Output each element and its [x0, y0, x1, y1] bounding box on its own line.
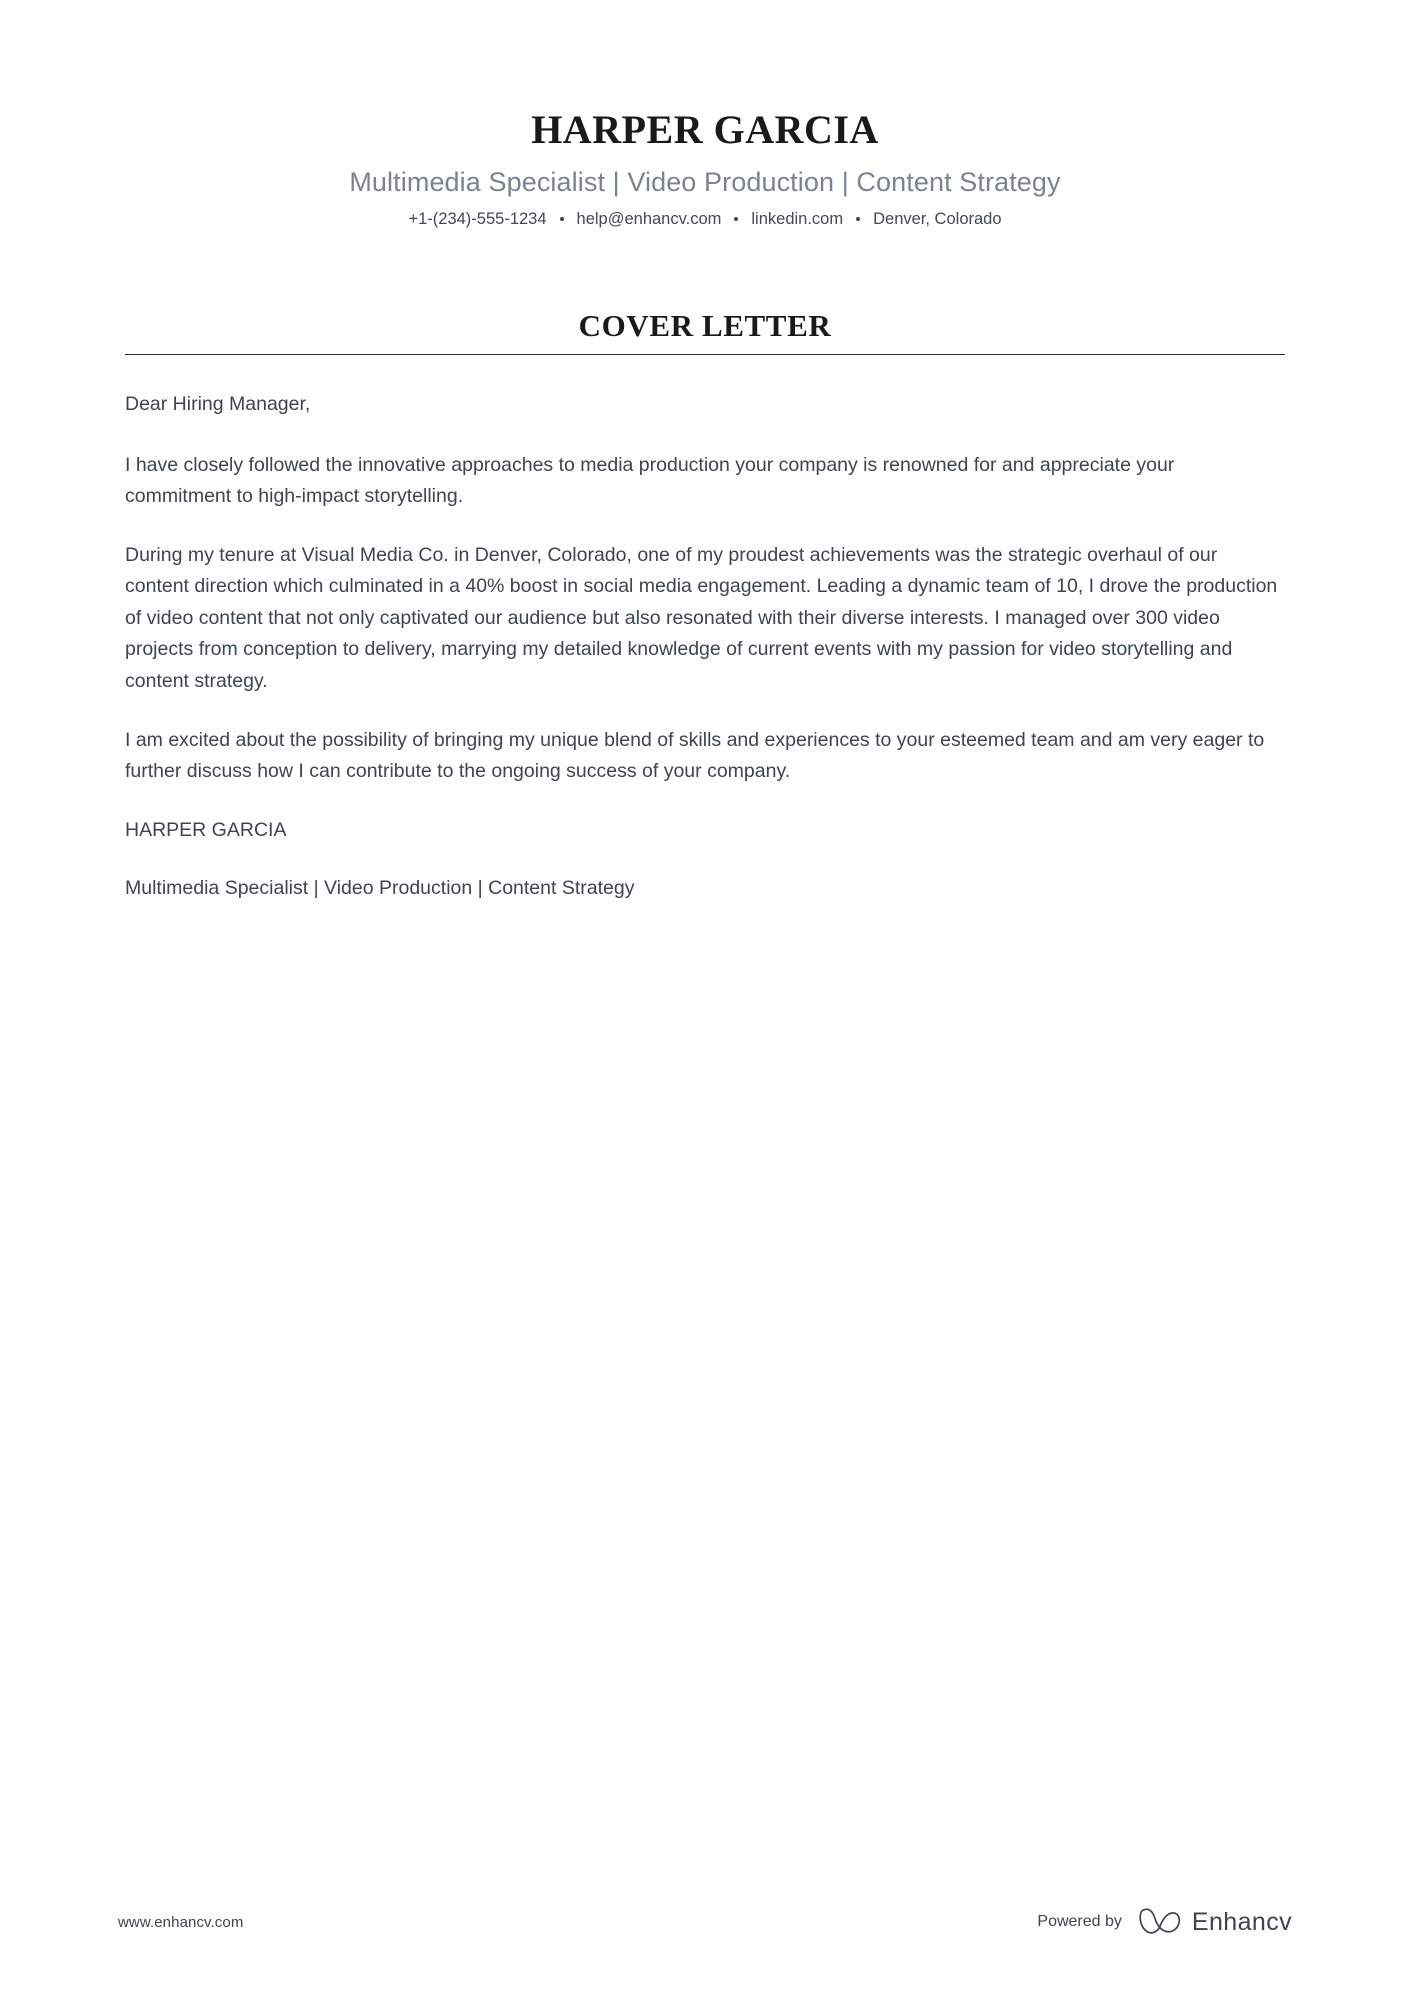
candidate-job-title: Multimedia Specialist | Video Production | Content Strategy — [349, 167, 1061, 197]
contact-linkedin[interactable]: linkedin.com — [751, 210, 844, 229]
letter-signoff-name: HARPER GARCIA — [125, 818, 287, 841]
letter-paragraph-3: I am excited about the possibility of bringing my unique blend of skills and experiences to your esteemed team and am very eager to further discuss how I can contribute to the ongoing success of your company. — [125, 728, 1265, 783]
section-title-cover-letter: COVER LETTER — [578, 307, 832, 343]
bullet-separator-icon — [734, 217, 738, 221]
contact-email[interactable]: help@enhancv.com — [576, 210, 722, 229]
letter-paragraph-1: I have closely followed the innovative approaches to media production your company is renowned for and appreciate your commitment to high-impact storytelling. — [125, 453, 1175, 508]
letter-body — [125, 355, 1285, 905]
letter-paragraph-2: During my tenure at Visual Media Co. in Denver, Colorado, one of my proudest achievements was the strategic overhaul of our content direction which culminated in a 40% boost in social media engagement. Leading a dynamic team of 10, I drove the production of video content that not only captivated our audience but also resonated with their diverse interests. I managed over 300 video projects from conception to delivery, marrying my detailed knowledge of current events with my passion for video storytelling and content strategy. — [125, 543, 1278, 692]
contact-line — [0, 209, 1410, 230]
bullet-separator-icon — [856, 217, 860, 221]
footer-website-url[interactable]: www.enhancv.com — [118, 1913, 244, 1931]
powered-by-label: Powered by — [1037, 1913, 1122, 1930]
page-footer — [0, 1907, 1410, 1937]
enhancv-brand-name: Enhancv — [1191, 1907, 1292, 1936]
enhancv-logo — [1138, 1907, 1292, 1937]
contact-phone[interactable]: +1-(234)-555-1234 — [408, 210, 547, 229]
contact-location: Denver, Colorado — [873, 210, 1002, 229]
letter-signoff-title: Multimedia Specialist | Video Production | Content Strategy — [125, 877, 635, 900]
enhancv-butterfly-icon — [1138, 1907, 1182, 1937]
bullet-separator-icon — [560, 217, 564, 221]
letter-salutation: Dear Hiring Manager, — [125, 392, 311, 415]
candidate-name: HARPER GARCIA — [531, 107, 879, 152]
section-header — [125, 309, 1285, 355]
letter-header — [0, 0, 1410, 231]
footer-branding — [1037, 1907, 1292, 1937]
